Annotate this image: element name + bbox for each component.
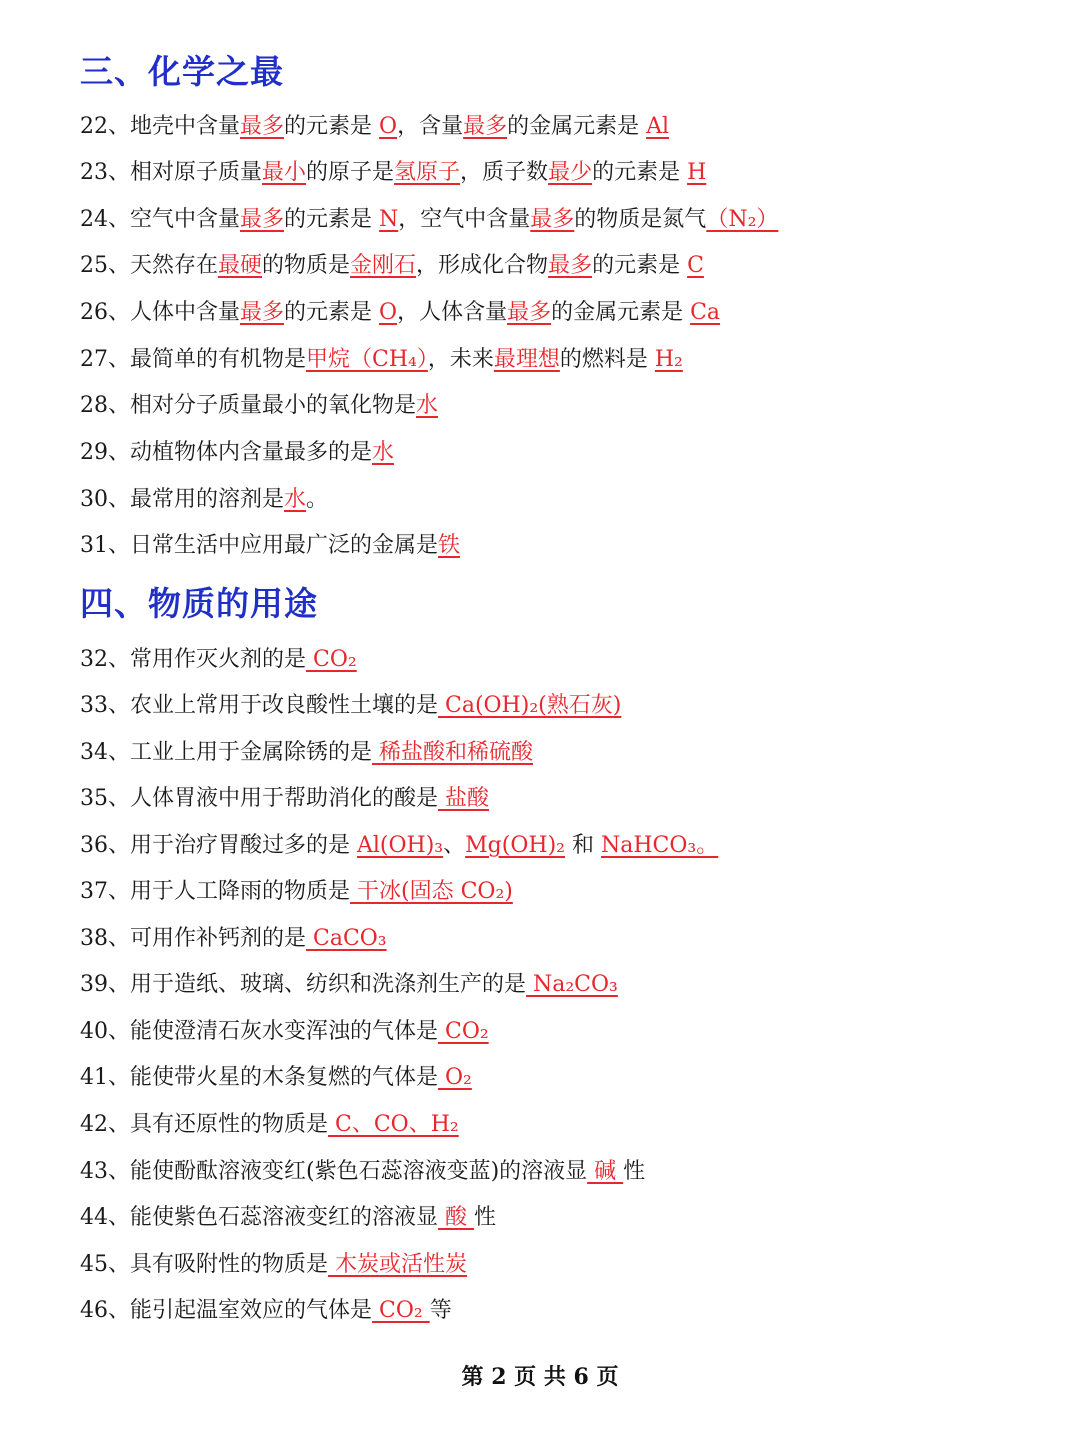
- answer-text: 木炭或活性炭: [328, 1252, 467, 1277]
- question-text: 37、用于人工降雨的物质是: [80, 879, 350, 904]
- question-text: 42、具有还原性的物质是: [80, 1112, 328, 1137]
- question-text: 31、日常生活中应用最广泛的金属是: [80, 533, 438, 558]
- answer-text: 甲烷（CH₄）: [306, 347, 428, 372]
- question-text: 46、能引起温室效应的气体是: [80, 1298, 372, 1323]
- question-text: 的物质是: [262, 253, 351, 278]
- answer-text: NaHCO₃。: [600, 833, 719, 858]
- question-text: ，未来: [427, 347, 494, 372]
- question-text: ，质子数: [460, 160, 549, 185]
- question-text: 34、工业上用于金属除锈的是: [80, 740, 372, 765]
- list-item: [80, 738, 533, 768]
- question-text: 41、能使带火星的木条复燃的气体是: [80, 1065, 438, 1090]
- list-item: [80, 391, 438, 421]
- list-item: [80, 691, 621, 721]
- answer-text: H₂: [654, 347, 683, 372]
- question-text: 44、能使紫色石蕊溶液变红的溶液显: [80, 1205, 438, 1230]
- question-text: 的金属元素是: [507, 114, 647, 139]
- question-text: ，形成化合物: [416, 253, 549, 278]
- question-text: 22、地壳中含量: [80, 114, 240, 139]
- answer-text: 金刚石: [350, 253, 417, 278]
- answer-text: 酸: [438, 1205, 474, 1230]
- question-text: ，人体含量: [397, 300, 508, 325]
- question-text: 的原子是: [306, 160, 395, 185]
- answer-text: 最多: [507, 300, 552, 325]
- answer-text: Na₂CO₃: [526, 972, 618, 997]
- question-text: 的元素是: [284, 300, 380, 325]
- answer-text: 碱: [587, 1159, 624, 1184]
- answer-text: O: [379, 300, 398, 325]
- answer-text: 最多: [548, 253, 593, 278]
- question-text: ，空气中含量: [398, 207, 531, 232]
- list-item: [80, 1157, 645, 1187]
- answer-text: 氢原子: [394, 160, 461, 185]
- answer-text: 最多: [240, 114, 285, 139]
- answer-text: Al: [646, 114, 670, 139]
- question-text: 性: [623, 1159, 646, 1184]
- list-item: [80, 1017, 489, 1047]
- answer-text: 盐酸: [438, 786, 489, 811]
- question-text: 24、空气中含量: [80, 207, 240, 232]
- answer-text: 最理想: [493, 347, 560, 372]
- list-item: [80, 205, 778, 235]
- question-text: 性: [474, 1205, 497, 1230]
- question-text: 23、相对原子质量: [80, 160, 262, 185]
- answer-text: 稀盐酸和稀硫酸: [372, 740, 533, 765]
- answer-text: Mg(OH)₂: [465, 833, 565, 858]
- list-item: [80, 1296, 452, 1326]
- list-item: [80, 970, 618, 1000]
- question-text: 27、最简单的有机物是: [80, 347, 306, 372]
- answer-text: CO₂: [438, 1019, 489, 1044]
- list-item: [80, 877, 513, 907]
- answer-text: C: [687, 253, 704, 278]
- answer-text: H: [687, 160, 707, 185]
- question-text: 35、人体胃液中用于帮助消化的酸是: [80, 786, 438, 811]
- answer-text: Ca: [690, 300, 721, 325]
- question-text: 的元素是: [284, 114, 380, 139]
- answer-text: N: [379, 207, 399, 232]
- list-item: [80, 345, 683, 375]
- question-text: 40、能使澄清石灰水变浑浊的气体是: [80, 1019, 438, 1044]
- answer-text: CO₂: [306, 647, 357, 672]
- page-footer: 第 2 页 共 6 页: [461, 1364, 619, 1390]
- list-item: [80, 531, 460, 561]
- list-item: [80, 1203, 496, 1233]
- list-item: [80, 784, 489, 814]
- question-text: 28、相对分子质量最小的氧化物是: [80, 393, 416, 418]
- question-text: 的燃料是: [559, 347, 655, 372]
- answer-text: 最多: [463, 114, 508, 139]
- answer-text: （N₂）: [706, 207, 779, 232]
- list-item: [80, 831, 718, 861]
- list-item: [80, 1063, 472, 1093]
- answer-text: CaCO₃: [306, 926, 387, 951]
- answer-text: 铁: [438, 533, 461, 558]
- answer-text: 最小: [262, 160, 307, 185]
- list-item: [80, 485, 328, 515]
- question-text: 38、可用作补钙剂的是: [80, 926, 306, 951]
- question-text: 39、用于造纸、玻璃、纺织和洗涤剂生产的是: [80, 972, 526, 997]
- question-text: 43、能使酚酞溶液变红(紫色石蕊溶液变蓝)的溶液显: [80, 1159, 588, 1184]
- answer-text: Ca(OH)₂(熟石灰): [438, 693, 622, 718]
- list-item: [80, 298, 720, 328]
- question-text: 32、常用作灭火剂的是: [80, 647, 306, 672]
- question-text: 45、具有吸附性的物质是: [80, 1252, 328, 1277]
- answer-text: 最多: [530, 207, 575, 232]
- answer-text: O: [379, 114, 398, 139]
- question-text: 的元素是: [592, 160, 688, 185]
- answer-text: 水: [416, 393, 439, 418]
- question-text: 36、用于治疗胃酸过多的是: [80, 833, 357, 858]
- question-text: 。: [306, 487, 329, 512]
- question-text: 30、最常用的溶剂是: [80, 487, 284, 512]
- list-item: [80, 1110, 459, 1140]
- answer-text: 最多: [240, 300, 285, 325]
- question-text: 33、农业上常用于改良酸性土壤的是: [80, 693, 438, 718]
- answer-text: 最硬: [218, 253, 263, 278]
- answer-text: O₂: [438, 1065, 472, 1090]
- answer-text: CO₂: [372, 1298, 430, 1323]
- question-text: 的物质是氮气: [574, 207, 707, 232]
- answer-text: 干冰(固态 CO₂): [350, 879, 513, 904]
- question-text: 的元素是: [592, 253, 688, 278]
- question-text: 25、天然存在: [80, 253, 218, 278]
- section-heading-substance-uses: 四、物质的用途: [80, 584, 318, 623]
- list-item: [80, 924, 387, 954]
- list-item: [80, 438, 394, 468]
- question-text: 等: [429, 1298, 452, 1323]
- question-text: ，含量: [397, 114, 464, 139]
- question-text: 26、人体中含量: [80, 300, 240, 325]
- list-item: [80, 645, 357, 675]
- answer-text: 最多: [240, 207, 285, 232]
- list-item: [80, 158, 706, 188]
- question-text: 、: [443, 833, 466, 858]
- list-item: [80, 1250, 467, 1280]
- answer-text: 最少: [548, 160, 593, 185]
- question-text: 的元素是: [284, 207, 380, 232]
- question-text: 和: [564, 833, 601, 858]
- question-text: 的金属元素是: [551, 300, 691, 325]
- answer-text: C、CO、H₂: [328, 1112, 459, 1137]
- question-text: 29、动植物体内含量最多的是: [80, 440, 372, 465]
- answer-text: 水: [372, 440, 395, 465]
- answer-text: 水: [284, 487, 307, 512]
- answer-text: Al(OH)₃: [357, 833, 444, 858]
- section-heading-chemistry-superlatives: 三、化学之最: [80, 52, 284, 91]
- list-item: [80, 251, 704, 281]
- list-item: [80, 112, 669, 142]
